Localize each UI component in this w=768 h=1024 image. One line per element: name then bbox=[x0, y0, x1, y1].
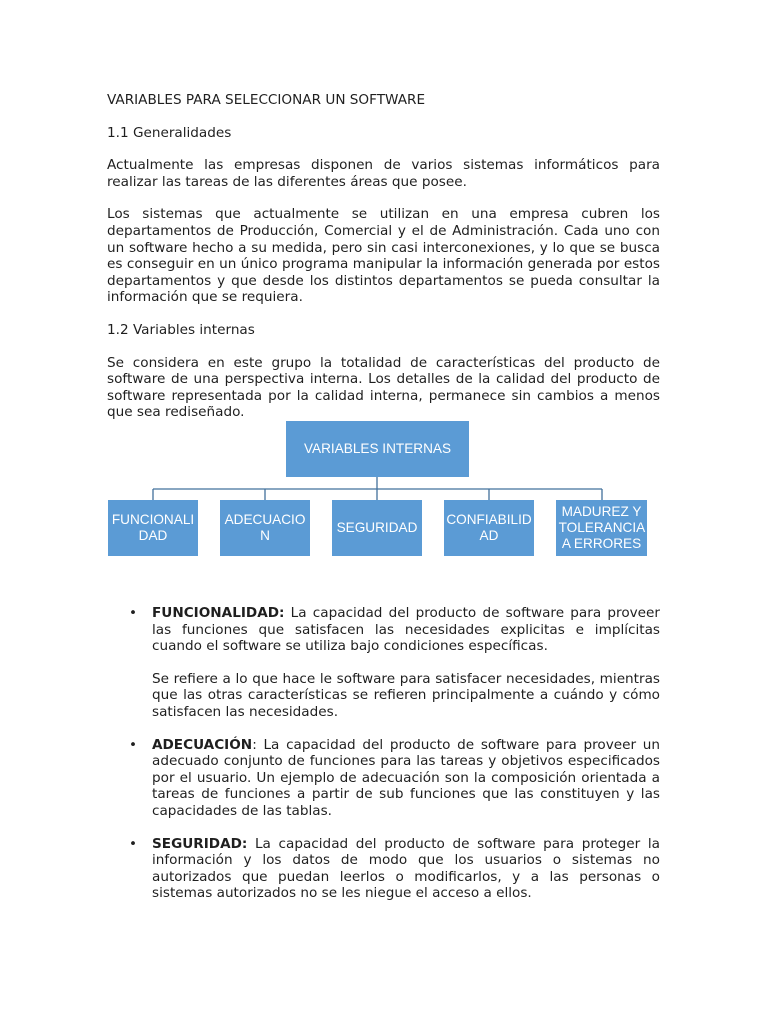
bullet-icon: • bbox=[129, 605, 138, 621]
bullet-term: SEGURIDAD: bbox=[152, 835, 248, 852]
document-content bbox=[107, 92, 660, 565]
section-heading-generalidades: 1.1 Generalidades bbox=[107, 124, 232, 141]
bullet-text: La capacidad del producto de software para proteger la información y los datos de modo que los usuarios o sistemas no autorizados que puedan leerlos o modificarlos, y a las personas o sistemas autorizados no se les niegue el acceso a ellos. bbox=[152, 835, 660, 902]
bullet-term: FUNCIONALIDAD: bbox=[152, 605, 285, 621]
bullet-list-container bbox=[107, 605, 660, 918]
org-chart-diagram bbox=[107, 421, 660, 565]
list-item bbox=[107, 836, 660, 902]
bullet-text: La capacidad del producto de software para proveer las funciones que satisfacen las necesidades explicitas e implícitas cuando el software se utiliza bajo condiciones específicas. bbox=[152, 605, 660, 655]
bullet-paragraph bbox=[152, 836, 660, 902]
paragraph: Los sistemas que actualmente se utilizan en una empresa cubren los departamentos de Producción, Comercial y el de Administración. Cada uno con un software hecho a su medida, pero sin casi interconexiones, y lo que se busca es conseguir en un único programa manipular la información generada por estos departamentos y que desde los distintos departamentos se pueda consultar la información que se requiera. bbox=[107, 206, 660, 306]
diagram-box-madurez: MADUREZ Y TOLERANCIA A ERRORES bbox=[556, 500, 647, 556]
paragraph: Se considera en este grupo la totalidad de características del producto de software de una perspectiva interna. Los detalles de la calidad del producto de software representada por la calidad interna, permanece sin cambios a menos que sea rediseñado. bbox=[107, 354, 660, 421]
paragraph: Actualmente las empresas disponen de varios sistemas informáticos para realizar las tareas de las diferentes áreas que posee. bbox=[107, 157, 660, 190]
bullet-term: ADECUACIÓN bbox=[152, 736, 253, 753]
bullet-icon: • bbox=[129, 835, 138, 852]
bullet-text: : La capacidad del producto de software para proveer un adecuado conjunto de funciones para las tareas y objetivos especificados por el usuario. Un ejemplo de adecuación son la composición orientada a tareas de funciones a partir de sub funciones que las constituyen y las capacidades de las tablas. bbox=[152, 736, 660, 819]
bullet-icon: • bbox=[129, 736, 138, 753]
diagram-box-confiabilidad: CONFIABILIDAD bbox=[444, 500, 534, 556]
diagram-box-seguridad: SEGURIDAD bbox=[332, 500, 422, 556]
diagram-root-box: VARIABLES INTERNAS bbox=[286, 421, 469, 477]
bullet-paragraph bbox=[152, 737, 660, 820]
list-item bbox=[107, 605, 660, 721]
bullet-paragraph bbox=[152, 605, 660, 655]
diagram-box-adecuacion: ADECUACION bbox=[220, 500, 310, 556]
diagram-box-funcionalidad: FUNCIONALIDAD bbox=[108, 500, 198, 556]
document-title: VARIABLES PARA SELECCIONAR UN SOFTWARE bbox=[107, 92, 426, 108]
section-heading-variables-internas: 1.2 Variables internas bbox=[107, 321, 255, 338]
bullet-list bbox=[107, 605, 660, 902]
bullet-extra-paragraph: Se refiere a lo que hace le software para satisfacer necesidades, mientras que las otras características se refieren principalmente a cuándo y cómo satisfacen las necesidades. bbox=[152, 670, 660, 720]
list-item bbox=[107, 737, 660, 820]
